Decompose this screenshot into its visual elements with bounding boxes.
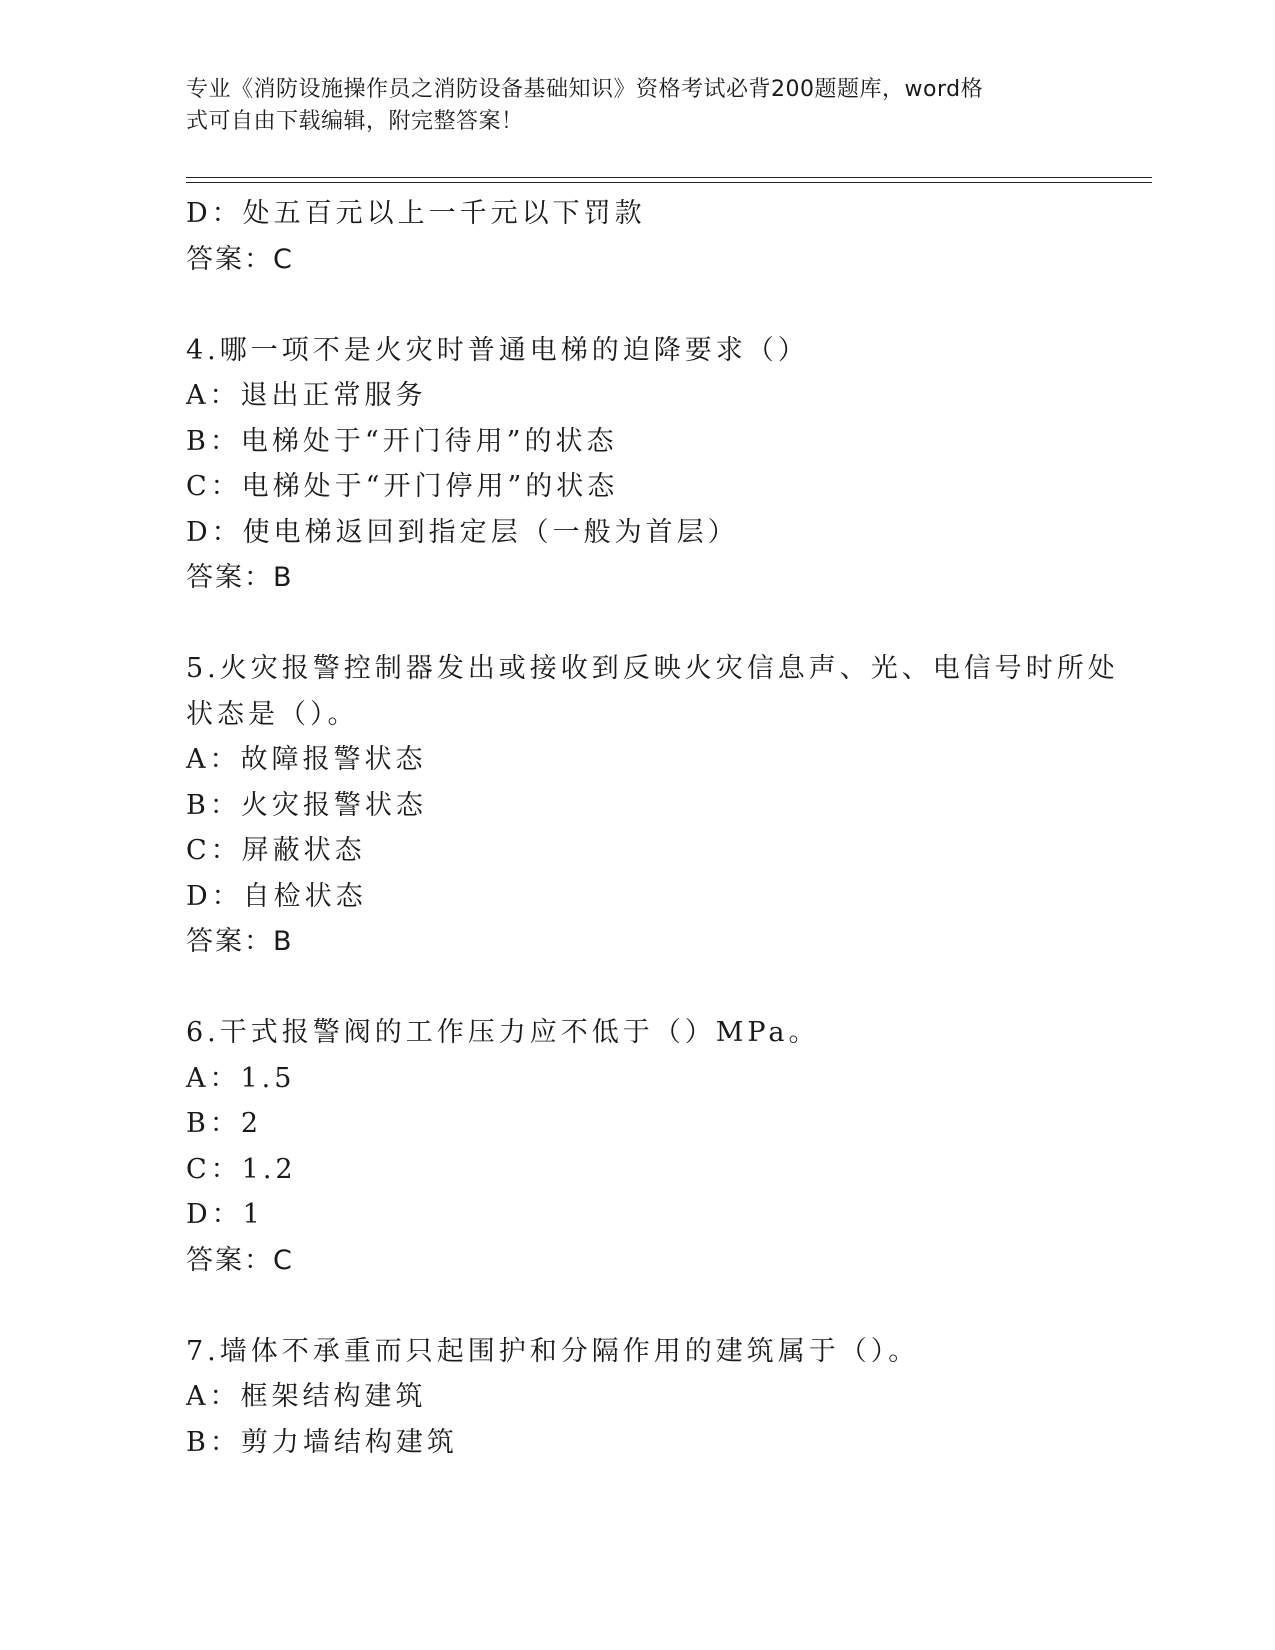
option-c: C：电梯处于“开门停用”的状态: [186, 471, 619, 502]
spacer: [186, 965, 1152, 1011]
header-divider-top: [186, 177, 1152, 178]
option-a: A：故障报警状态: [186, 744, 427, 775]
header-line-1: 专业《消防设施操作员之消防设备基础知识》资格考试必背200题题库，word格: [186, 77, 984, 102]
option-a: A：1.5: [186, 1062, 296, 1094]
question-stem: 5.火灾报警控制器发出或接收到反映火灾信息声、光、电信号时所处: [186, 653, 1119, 684]
option-a: A：退出正常服务: [186, 380, 427, 411]
option-c: C：1.2: [186, 1153, 297, 1185]
option-b: B：2: [186, 1108, 263, 1139]
question-list: [186, 191, 1152, 1465]
option-a: A：框架结构建筑: [186, 1381, 427, 1412]
document-header: [186, 74, 1066, 138]
spacer: [186, 1283, 1152, 1329]
answer-line: 答案：C: [186, 1244, 294, 1276]
option-b: B：电梯处于“开门待用”的状态: [186, 425, 618, 457]
option-c: C：屏蔽状态: [186, 835, 366, 866]
question-stem: 4.哪一项不是火灾时普通电梯的迫降要求（）: [186, 334, 809, 366]
option-d: D：使电梯返回到指定层（一般为首层）: [186, 516, 739, 548]
header-line-2: 式可自由下载编辑，附完整答案！: [186, 109, 524, 134]
question-stem: 7.墙体不承重而只起围护和分隔作用的建筑属于（）。: [186, 1335, 920, 1367]
option-d: D：处五百元以上一千元以下罚款: [186, 198, 646, 229]
option-d: D：1: [186, 1199, 264, 1230]
answer-line: 答案：B: [186, 562, 294, 593]
answer-line: 答案：B: [186, 926, 294, 957]
question-stem-continued: 状态是（）。: [186, 698, 359, 730]
option-d: D：自检状态: [186, 880, 367, 912]
header-divider-bottom: [186, 182, 1152, 183]
spacer: [186, 601, 1152, 647]
answer-line: 答案：C: [186, 243, 294, 275]
option-b: B：火灾报警状态: [186, 789, 427, 821]
question-stem: 6.干式报警阀的工作压力应不低于（）MPa。: [186, 1017, 820, 1048]
option-b: B：剪力墙结构建筑: [186, 1426, 458, 1458]
spacer: [186, 282, 1152, 328]
